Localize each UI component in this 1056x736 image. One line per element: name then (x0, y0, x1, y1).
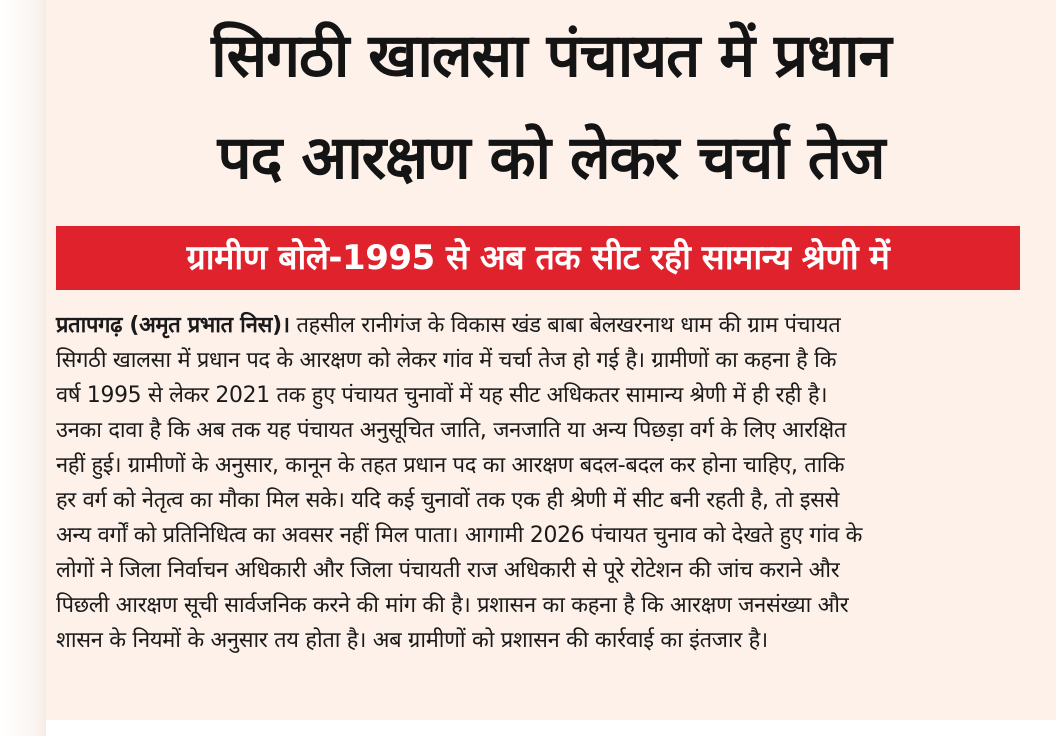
article-line-7: अन्य वर्गों को प्रतिनिधित्व का अवसर नहीं मिल पाता। आगामी 2026 पंचायत चुनाव को देखते हुए गांव के (56, 523, 863, 548)
article-line-1-text: तहसील रानीगंज के विकास खंड बाबा बेलखरनाथ धाम की ग्राम पंचायत (289, 313, 841, 338)
page-fold-margin (0, 0, 46, 736)
article-line-10: शासन के नियमों के अनुसार तय होता है। अब ग्रामीणों को प्रशासन की कार्रवाई का इंतजार है। (56, 628, 768, 653)
article-line-6: हर वर्ग को नेतृत्व का मौका मिल सके। यदि कई चुनावों तक एक ही श्रेणी में सीट बनी रहती है, तो इससे (56, 488, 840, 513)
article-line-5: नहीं हुई। ग्रामीणों के अनुसार, कानून के तहत प्रधान पद का आरक्षण बदल-बदल कर होना चाहिए, ताकि (56, 453, 845, 478)
article-line-8: लोगों ने जिला निर्वाचन अधिकारी और जिला पंचायती राज अधिकारी से पूरे रोटेशन की जांच कराने और (56, 558, 840, 583)
headline-line-1: सिगठी खालसा पंचायत में प्रधान (211, 21, 891, 91)
article-line-3: वर्ष 1995 से लेकर 2021 तक हुए पंचायत चुनावों में यह सीट अधिकतर सामान्य श्रेणी में ही रही है। (56, 383, 828, 408)
article-line-1 (56, 308, 1018, 343)
subheadline-banner (56, 226, 1020, 290)
subheadline-text: ग्रामीण बोले-1995 से अब तक सीट रही सामान्य श्रेणी में (186, 238, 890, 278)
article-line-4: उनका दावा है कि अब तक यह पंचायत अनुसूचित जाति, जनजाति या अन्य पिछड़ा वर्ग के लिए आरक्षित (56, 418, 847, 443)
article-line-9: पिछली आरक्षण सूची सार्वजनिक करने की मांग की है। प्रशासन का कहना है कि आरक्षण जनसंख्या और (56, 593, 849, 618)
article-body (56, 308, 1024, 658)
article-dateline: प्रतापगढ़ (अमृत प्रभात निस)। (56, 313, 290, 338)
article-line-2: सिगठी खालसा में प्रधान पद के आरक्षण को लेकर गांव में चर्चा तेज हो गई है। ग्रामीणों का कहना है कि (56, 348, 837, 373)
headline-line-2: पद आरक्षण को लेकर चर्चा तेज (217, 123, 885, 193)
